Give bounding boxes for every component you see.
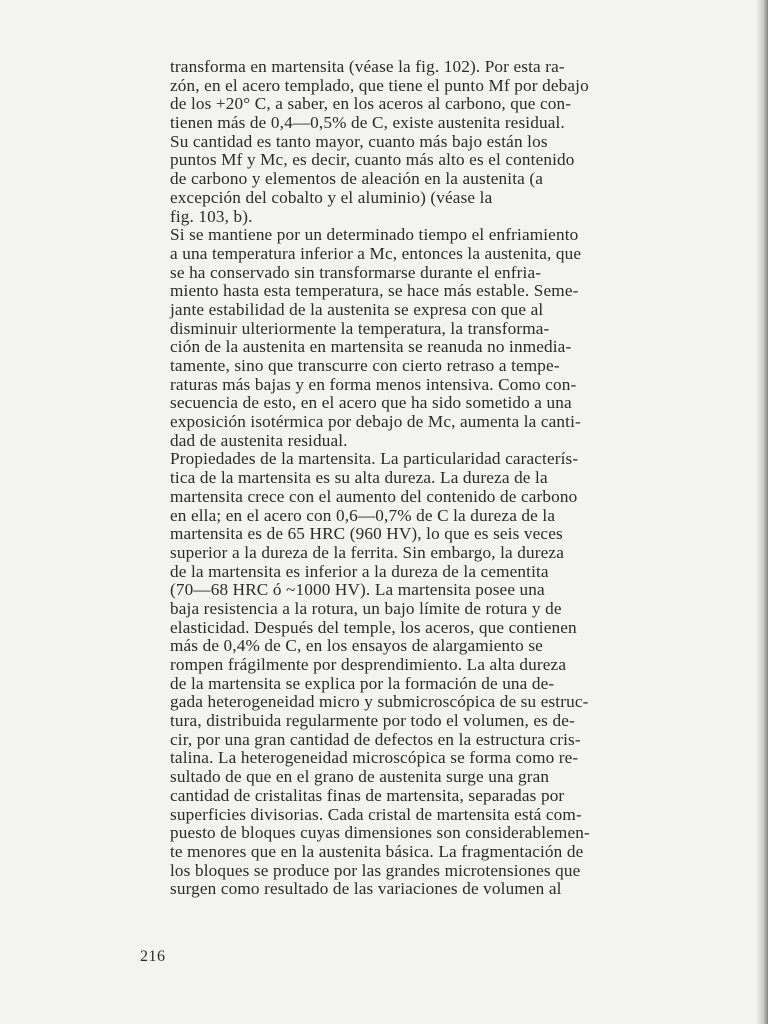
text-line: secuencia de esto, en el acero que ha sido sometido a una bbox=[170, 393, 572, 413]
text-line: raturas más bajas y en forma menos intensiva. Como con- bbox=[170, 374, 577, 394]
text-line: (70—68 HRC ó ~1000 HV). La martensita posee una bbox=[170, 580, 545, 600]
text-line: en ella; en el acero con 0,6—0,7% de C la dureza de la bbox=[170, 505, 556, 525]
text-line: gada heterogeneidad micro y submicroscópica de su estruc- bbox=[170, 692, 589, 712]
text-line: más de 0,4% de C, en los ensayos de alargamiento se bbox=[170, 636, 543, 656]
text-line: exposición isotérmica por debajo de Mc, aumenta la canti- bbox=[170, 412, 581, 432]
body-text bbox=[170, 58, 768, 899]
text-line: dad de austenita residual. bbox=[170, 430, 348, 450]
text-line: puesto de bloques cuyas dimensiones son considerablemen- bbox=[170, 823, 590, 843]
text-line: tica de la martensita es su alta dureza. La dureza de la bbox=[170, 468, 548, 488]
text-line: de la martensita se explica por la formación de una de- bbox=[170, 673, 555, 693]
text-line: fig. 103, b). bbox=[170, 206, 253, 226]
text-line: elasticidad. Después del temple, los aceros, que contienen bbox=[170, 617, 577, 637]
text-line: tienen más de 0,4—0,5% de C, existe austenita residual. bbox=[170, 113, 565, 133]
text-line: los bloques se produce por las grandes microtensiones que bbox=[170, 860, 581, 880]
text-line: tamente, sino que transcurre con cierto retraso a tempe- bbox=[170, 356, 560, 375]
text-line: se ha conservado sin transformarse durante el enfria- bbox=[170, 262, 542, 282]
text-line: jante estabilidad de la austenita se expresa con que al bbox=[170, 299, 544, 319]
text-line: de los +20° C, a saber, en los aceros al carbono, que con- bbox=[170, 94, 572, 114]
text-line: zón, en el acero templado, que tiene el punto Mf por debajo bbox=[170, 75, 589, 95]
text-line: disminuir ulteriormente la temperatura, la transforma- bbox=[170, 318, 550, 338]
text-line: ción de la austenita en martensita se reanuda no inmedia- bbox=[170, 337, 572, 357]
text-line: miento hasta esta temperatura, se hace más estable. Seme- bbox=[170, 281, 579, 301]
text-line: sultado de que en el grano de austenita surge una gran bbox=[170, 767, 550, 787]
text-line: te menores que en la austenita básica. La fragmentación de bbox=[170, 841, 584, 861]
text-line: tura, distribuida regularmente por todo el volumen, es de- bbox=[170, 711, 575, 731]
text-line: cir, por una gran cantidad de defectos en la estructura cris- bbox=[170, 729, 581, 749]
text-line: puntos Mf y Mc, es decir, cuanto más alto es el contenido bbox=[170, 150, 575, 170]
text-line: Si se mantiene por un determinado tiempo el enfriamiento bbox=[170, 225, 579, 245]
text-line: baja resistencia a la rotura, un bajo límite de rotura y de bbox=[170, 598, 562, 618]
page-number: 216 bbox=[140, 948, 166, 965]
text-line: superficies divisorias. Cada cristal de martensita está com- bbox=[170, 804, 582, 824]
text-line: de carbono y elementos de aleación en la austenita (a bbox=[170, 169, 544, 189]
text-line: martensita crece con el aumento del contenido de carbono bbox=[170, 486, 578, 506]
text-line: transforma en martensita (véase la fig. 102). Por esta ra- bbox=[170, 57, 565, 76]
text-line: excepción del cobalto y el aluminio) (véase la bbox=[170, 187, 493, 207]
text-line: talina. La heterogeneidad microscópica se forma como re- bbox=[170, 748, 579, 768]
text-line: surgen como resultado de las variaciones de volumen al bbox=[170, 879, 562, 899]
text-line: Propiedades de la martensita. La particularidad caracterís- bbox=[170, 449, 579, 469]
text-line: de la martensita es inferior a la dureza de la cementita bbox=[170, 561, 549, 581]
text-line: superior a la dureza de la ferrita. Sin embargo, la dureza bbox=[170, 542, 564, 562]
text-line: a una temperatura inferior a Mc, entonces la austenita, que bbox=[170, 243, 582, 263]
text-line: cantidad de cristalitas finas de martensita, separadas por bbox=[170, 785, 565, 805]
text-line: martensita es de 65 HRC (960 HV), lo que es seis veces bbox=[170, 524, 563, 544]
text-line: rompen frágilmente por desprendimiento. La alta dureza bbox=[170, 655, 567, 674]
text-line: Su cantidad es tanto mayor, cuanto más bajo están los bbox=[170, 131, 548, 151]
